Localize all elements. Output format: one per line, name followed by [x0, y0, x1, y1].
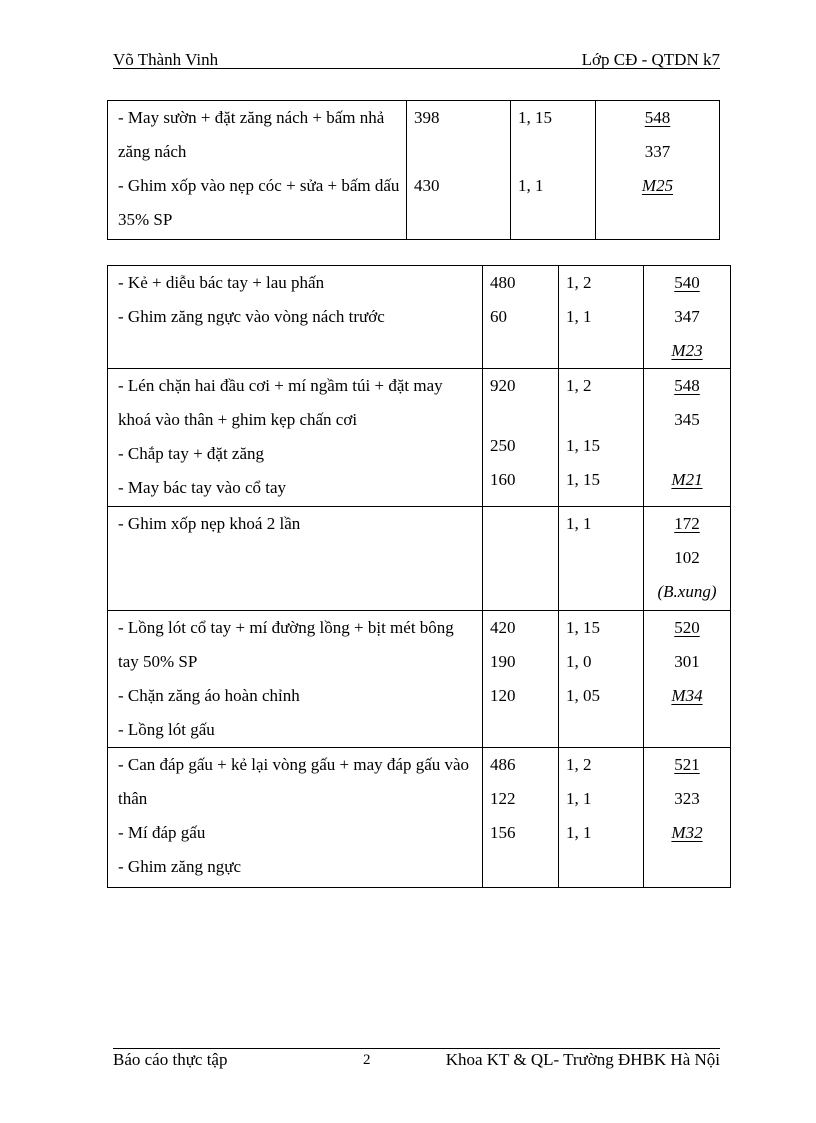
time-cell: [407, 101, 511, 240]
op-line: - Can đáp gấu + kẻ lại vòng gấu + may đáp gấu vào thân: [118, 755, 470, 808]
quota-cell: [596, 101, 720, 240]
coef-cell: [559, 369, 644, 507]
coef-value: 1, 2: [566, 376, 592, 395]
quota-top: 520: [674, 618, 700, 637]
op-line: - Chặn zăng áo hoàn chỉnh: [118, 686, 300, 705]
coef-value: 1, 0: [566, 652, 592, 671]
coef-value: 1, 2: [566, 755, 592, 774]
op-line: - Chắp tay + đặt zăng: [118, 444, 265, 463]
ops-cell: [108, 611, 483, 748]
quota-mid: 345: [674, 410, 700, 429]
ops-cell: [108, 748, 483, 888]
footer-report-title: Báo cáo thực tập: [113, 1050, 228, 1069]
time-cell: [483, 369, 559, 507]
time-value: 430: [414, 176, 440, 195]
coef-value: 1, 15: [518, 108, 552, 127]
table-row: [108, 266, 731, 369]
header-rule: [113, 68, 720, 69]
time-value: 160: [490, 470, 516, 489]
time-value: 486: [490, 755, 516, 774]
op-line: - Ghim zăng ngực: [118, 857, 241, 876]
table-row: [108, 507, 731, 611]
table-row: [108, 748, 731, 888]
table-row: [108, 611, 731, 748]
op-line: - Mí đáp gấu: [118, 823, 206, 842]
time-value: 156: [490, 823, 516, 842]
ops-cell: [108, 507, 483, 611]
quota-note: (B.xung): [657, 582, 717, 601]
time-value: 120: [490, 686, 516, 705]
op-line: - Ghim xốp nẹp khoá 2 lần: [118, 514, 301, 533]
coef-value: 1, 15: [566, 470, 600, 489]
quota-top: 540: [674, 273, 700, 292]
quota-cell: [644, 611, 731, 748]
time-value: 190: [490, 652, 516, 671]
coef-value: 1, 2: [566, 273, 592, 292]
ops-cell: [108, 266, 483, 369]
coef-cell: [559, 266, 644, 369]
op-line: - Lồng lót cổ tay + mí đường lồng + bịt mét bông tay 50% SP: [118, 618, 454, 671]
table-2: [107, 265, 731, 888]
coef-value: 1, 15: [566, 618, 600, 637]
time-value: 122: [490, 789, 516, 808]
header-class: Lớp CĐ - QTDN k7: [581, 50, 720, 69]
coef-value: 1, 1: [566, 307, 592, 326]
time-value: 480: [490, 273, 516, 292]
coef-cell: [559, 748, 644, 888]
time-cell: [483, 611, 559, 748]
op-line: - Lén chặn hai đầu cơi + mí ngầm túi + đặt may khoá vào thân + ghim kẹp chấn cơi: [118, 376, 443, 429]
coef-cell: [559, 611, 644, 748]
time-value: 420: [490, 618, 516, 637]
quota-top: 521: [674, 755, 700, 774]
ops-cell: [108, 369, 483, 507]
time-cell: [483, 507, 559, 611]
quota-cell: [644, 748, 731, 888]
op-line: - Ghim zăng ngực vào vòng nách trước: [118, 307, 385, 326]
coef-cell: [511, 101, 596, 240]
page-header: [113, 50, 720, 70]
quota-machine: M25: [641, 176, 674, 195]
quota-machine: M34: [671, 686, 703, 705]
op-line: - Lồng lót gấu: [118, 720, 215, 739]
op-line: - May bác tay vào cổ tay: [118, 478, 287, 497]
time-value: 920: [490, 376, 516, 395]
quota-cell: [644, 266, 731, 369]
table-row: [108, 369, 731, 507]
quota-cell: [644, 369, 731, 507]
page-footer: [113, 1050, 720, 1072]
table-row: [108, 101, 720, 240]
op-line: - Ghim xốp vào nẹp cóc + sửa + bấm dấu 35% SP: [118, 176, 400, 229]
time-value: 398: [414, 108, 440, 127]
quota-top: 172: [674, 514, 700, 533]
footer-rule: [113, 1048, 720, 1049]
quota-mid: 347: [674, 307, 700, 326]
quota-machine: M23: [671, 341, 703, 360]
ops-cell: [108, 101, 407, 240]
coef-value: 1, 1: [566, 789, 592, 808]
coef-value: 1, 1: [518, 176, 544, 195]
quota-machine: M21: [671, 470, 703, 489]
coef-cell: [559, 507, 644, 611]
quota-mid: 323: [674, 789, 700, 808]
coef-value: 1, 15: [566, 436, 600, 455]
op-line: - Kẻ + diễu bác tay + lau phấn: [118, 273, 325, 292]
quota-mid: 102: [674, 548, 700, 567]
time-cell: [483, 748, 559, 888]
header-author: Võ Thành Vinh: [113, 50, 219, 69]
time-cell: [483, 266, 559, 369]
quota-top: 548: [644, 108, 671, 127]
quota-mid: 337: [644, 142, 671, 161]
coef-value: 1, 1: [566, 823, 592, 842]
coef-value: 1, 1: [566, 514, 592, 533]
quota-machine: M32: [671, 823, 703, 842]
quota-mid: 301: [674, 652, 700, 671]
coef-value: 1, 05: [566, 686, 600, 705]
page-number: 2: [363, 1052, 371, 1068]
footer-institution: Khoa KT & QL- Trường ĐHBK Hà Nội: [445, 1050, 720, 1069]
time-value: 250: [490, 436, 516, 455]
quota-cell: [644, 507, 731, 611]
op-line: - May sườn + đặt zăng nách + bấm nhả zăng nách: [118, 108, 385, 161]
table-1: [107, 100, 720, 240]
quota-top: 548: [674, 376, 700, 395]
time-value: 60: [490, 307, 507, 326]
